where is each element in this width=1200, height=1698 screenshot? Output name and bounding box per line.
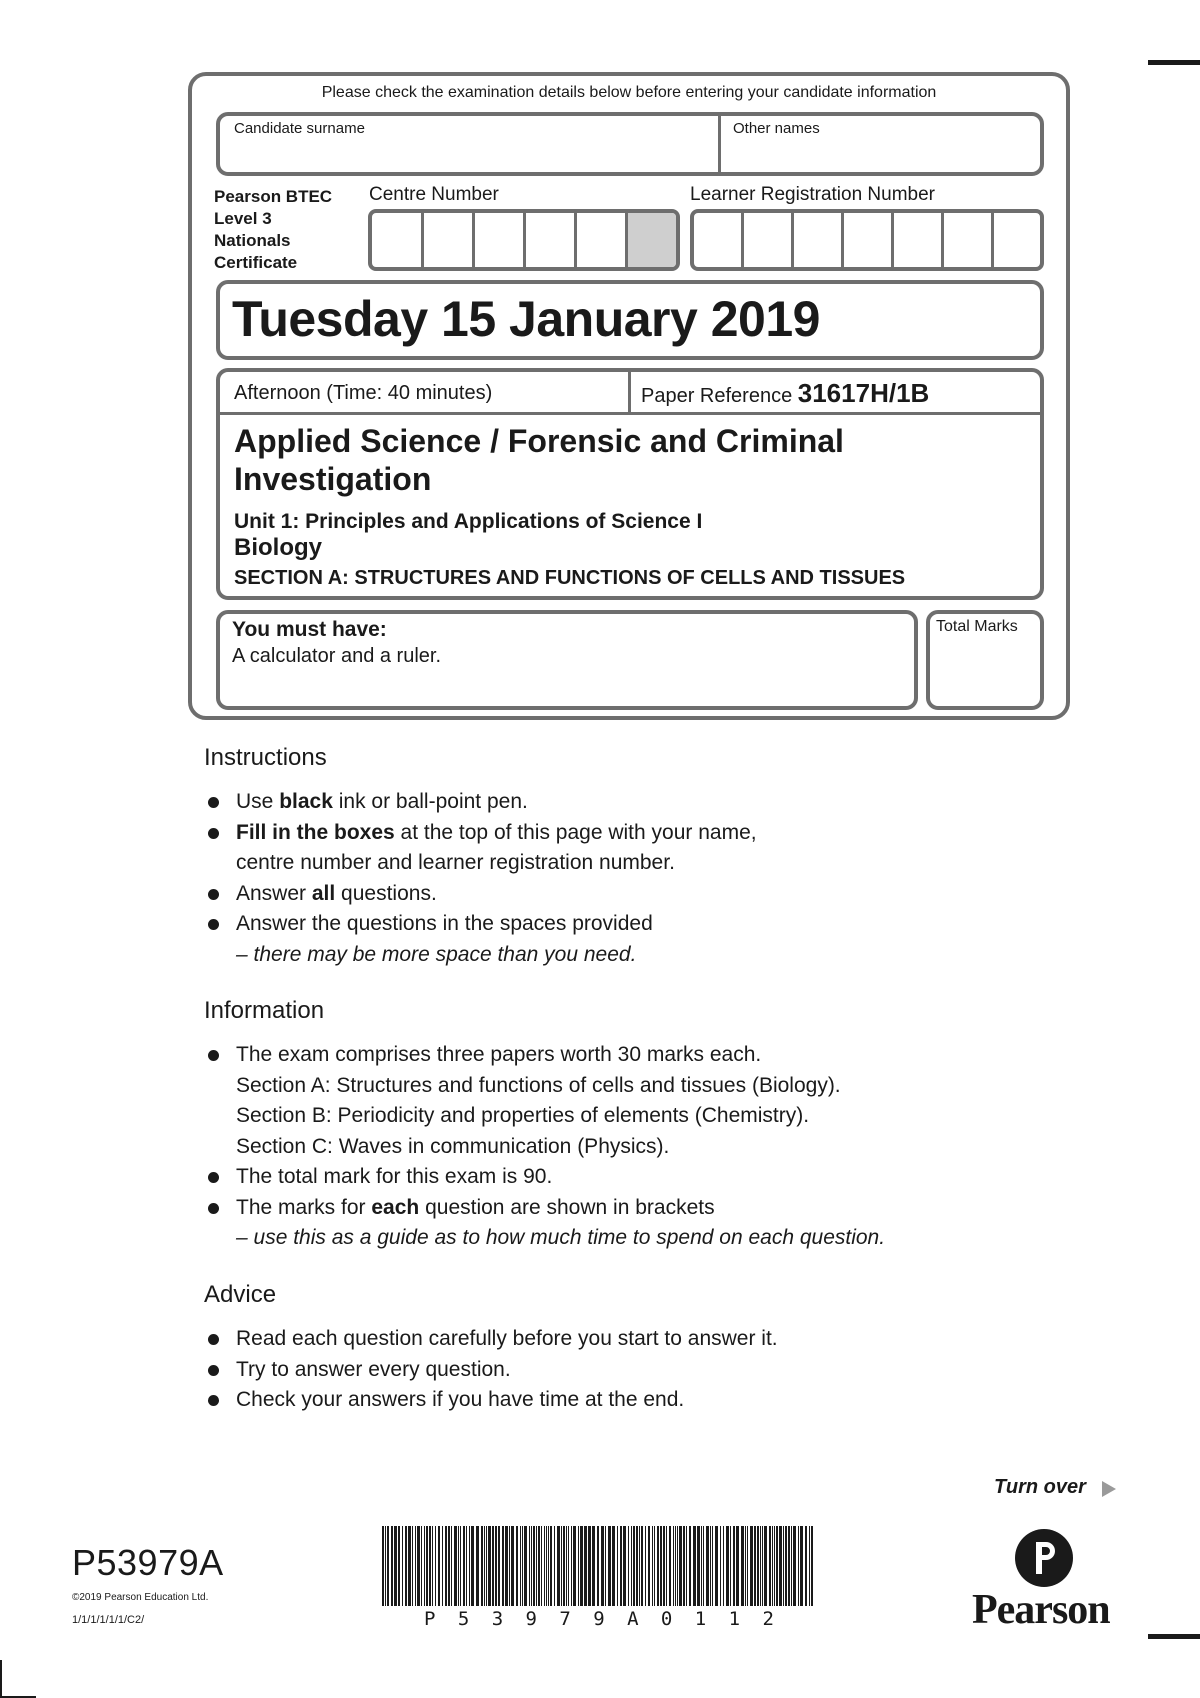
divider bbox=[628, 368, 631, 414]
barcode-bar bbox=[612, 1526, 615, 1606]
learner-reg-digit[interactable] bbox=[794, 213, 844, 267]
barcode-bar bbox=[720, 1526, 721, 1606]
crop-mark bbox=[1148, 60, 1200, 65]
learner-reg-digit[interactable] bbox=[894, 213, 944, 267]
item-continuation bbox=[206, 1223, 1106, 1254]
barcode-digit: P bbox=[424, 1608, 436, 1630]
learner-registration-label: Learner Registration Number bbox=[690, 184, 936, 205]
qualification-line: Nationals bbox=[214, 231, 291, 250]
barcode-bar bbox=[686, 1526, 687, 1606]
barcode-bar bbox=[623, 1526, 626, 1606]
barcode-bar bbox=[733, 1526, 735, 1606]
item-text: question are shown in brackets bbox=[419, 1195, 715, 1219]
barcode-bar bbox=[538, 1526, 540, 1606]
barcode-bar bbox=[697, 1526, 700, 1606]
item-text: Use bbox=[236, 790, 280, 813]
learner-reg-digit[interactable] bbox=[994, 213, 1040, 267]
unit-title: Unit 1: Principles and Applications of Science I bbox=[234, 510, 703, 533]
centre-number-label: Centre Number bbox=[369, 184, 499, 205]
item-note: – use this as a guide as to how much time to spend on each question. bbox=[236, 1226, 886, 1249]
subject-title: Applied Science / Forensic and Criminal Investigation bbox=[234, 423, 844, 497]
barcode-bar bbox=[633, 1526, 635, 1606]
barcode-bar bbox=[597, 1526, 599, 1606]
barcode-bar bbox=[536, 1526, 537, 1606]
item-emphasis: black bbox=[279, 790, 333, 813]
barcode-bar bbox=[715, 1526, 718, 1606]
barcode-digits bbox=[382, 1608, 816, 1630]
barcode-bar bbox=[531, 1526, 532, 1606]
advice-heading: Advice bbox=[204, 1281, 277, 1308]
barcode-bar bbox=[723, 1526, 724, 1606]
barcode-bar bbox=[421, 1526, 422, 1606]
section-title: SECTION A: STRUCTURES AND FUNCTIONS OF CELLS AND TISSUES bbox=[234, 567, 906, 589]
item-text: Try to answer every question. bbox=[236, 1357, 511, 1381]
barcode-bar bbox=[791, 1526, 792, 1606]
list-item bbox=[206, 909, 1106, 940]
barcode-bar bbox=[764, 1526, 767, 1606]
barcode-bar bbox=[571, 1526, 572, 1606]
barcode-bar bbox=[631, 1526, 632, 1606]
barcode-bar bbox=[385, 1526, 386, 1606]
barcode-bar bbox=[757, 1526, 759, 1606]
barcode-bar bbox=[679, 1526, 682, 1606]
barcode-bar bbox=[785, 1526, 787, 1606]
barcode-bar bbox=[617, 1526, 618, 1606]
barcode-bar bbox=[524, 1526, 527, 1606]
paper-reference-code: 31617H/1B bbox=[797, 378, 930, 408]
barcode-bar bbox=[636, 1526, 638, 1606]
centre-number-digit[interactable] bbox=[526, 213, 577, 267]
barcode-bar bbox=[760, 1526, 761, 1606]
barcode-bar bbox=[550, 1526, 552, 1606]
barcode-bar bbox=[394, 1526, 397, 1606]
bullet-icon bbox=[208, 797, 219, 808]
barcode-bar bbox=[660, 1526, 662, 1606]
item-text: questions. bbox=[335, 881, 437, 905]
barcode-bar bbox=[663, 1526, 665, 1606]
bullet-icon bbox=[208, 1365, 219, 1376]
subject-name: Biology bbox=[234, 534, 322, 561]
barcode-bar bbox=[750, 1526, 753, 1606]
item-text: The exam comprises three papers worth 30 marks each. bbox=[236, 1043, 762, 1066]
item-continuation: Section A: Structures and functions of cells and tissues (Biology). bbox=[236, 1073, 841, 1097]
barcode-bar bbox=[769, 1526, 771, 1606]
barcode-bar bbox=[511, 1526, 514, 1606]
barcode-bar bbox=[584, 1526, 587, 1606]
bullet-icon bbox=[208, 1395, 219, 1406]
barcode-bar bbox=[533, 1526, 535, 1606]
barcode-digit: 9 bbox=[593, 1608, 605, 1630]
bullet-icon bbox=[208, 1203, 219, 1214]
barcode-bar bbox=[402, 1526, 403, 1606]
item-text: Read each question carefully before you start to answer it. bbox=[236, 1327, 778, 1350]
information-list bbox=[206, 1040, 1106, 1254]
bullet-icon bbox=[208, 1334, 219, 1345]
copyright: ©2019 Pearson Education Ltd. bbox=[72, 1592, 209, 1603]
item-continuation bbox=[206, 940, 1106, 971]
barcode-bar bbox=[747, 1526, 748, 1606]
barcode-bar bbox=[645, 1526, 646, 1606]
check-notice: Please check the examination details below before entering your candidate information bbox=[321, 84, 937, 101]
barcode-bar bbox=[800, 1526, 803, 1606]
barcode-bar bbox=[706, 1526, 709, 1606]
barcode-bar bbox=[476, 1526, 479, 1606]
barcode-bar bbox=[484, 1526, 485, 1606]
barcode-bar bbox=[509, 1526, 510, 1606]
barcode-bar bbox=[417, 1526, 420, 1606]
centre-number-digit-shaded bbox=[628, 213, 676, 267]
barcode-bar bbox=[424, 1526, 425, 1606]
barcode-bar bbox=[541, 1526, 542, 1606]
barcode-bar bbox=[673, 1526, 674, 1606]
barcode-bar bbox=[495, 1526, 497, 1606]
item-text: ink or ball-point pen. bbox=[332, 790, 528, 813]
barcode-bar bbox=[502, 1526, 504, 1606]
barcode-bar bbox=[516, 1526, 518, 1606]
barcode-bar bbox=[466, 1526, 467, 1606]
list-item bbox=[206, 1324, 1106, 1355]
learner-registration-field[interactable] bbox=[690, 209, 1044, 271]
barcode-bar bbox=[454, 1526, 457, 1606]
pearson-wordmark: Pearson bbox=[972, 1587, 1110, 1633]
barcode-bar bbox=[628, 1526, 629, 1606]
item-text: The total mark for this exam is 90. bbox=[236, 1165, 553, 1188]
barcode-bar bbox=[561, 1526, 562, 1606]
barcode-bar bbox=[486, 1526, 487, 1606]
barcode-bar bbox=[710, 1526, 711, 1606]
bullet-icon bbox=[208, 1172, 219, 1183]
item-emphasis: Fill in the boxes bbox=[236, 820, 395, 844]
barcode-bar bbox=[578, 1526, 579, 1606]
barcode-bar bbox=[460, 1526, 461, 1606]
barcode-bar bbox=[387, 1526, 389, 1606]
item-continuation: Section B: Periodicity and properties of elements (Chemistry). bbox=[236, 1104, 810, 1127]
must-have-body: A calculator and a ruler. bbox=[232, 645, 442, 667]
list-item bbox=[206, 1040, 1106, 1071]
barcode-bar bbox=[666, 1526, 667, 1606]
barcode-bar bbox=[451, 1526, 452, 1606]
list-item bbox=[206, 879, 1106, 910]
barcode-bar bbox=[488, 1526, 491, 1606]
barcode-bar bbox=[703, 1526, 704, 1606]
barcode-bar bbox=[675, 1526, 676, 1606]
barcode-bar bbox=[391, 1526, 393, 1606]
crop-mark bbox=[1148, 1634, 1200, 1639]
qualification-line: Level 3 bbox=[214, 209, 272, 228]
barcode-bar bbox=[435, 1526, 436, 1606]
barcode-bar bbox=[463, 1526, 465, 1606]
barcode-bar bbox=[683, 1526, 685, 1606]
item-continuation: Section C: Waves in communication (Physics). bbox=[236, 1134, 670, 1158]
barcode-bar bbox=[522, 1526, 523, 1606]
qualification-line: Certificate bbox=[214, 253, 298, 272]
barcode-bar bbox=[641, 1526, 643, 1606]
barcode-bar bbox=[811, 1526, 813, 1606]
barcode-bar bbox=[529, 1526, 530, 1606]
barcode-bar bbox=[772, 1526, 773, 1606]
paper-reference bbox=[641, 378, 929, 409]
bullet-icon bbox=[208, 1050, 219, 1061]
barcode-bar bbox=[580, 1526, 583, 1606]
barcode-bar bbox=[429, 1526, 431, 1606]
barcode-bar bbox=[701, 1526, 702, 1606]
barcode-bar bbox=[445, 1526, 447, 1606]
list-item bbox=[206, 787, 1106, 818]
barcode-digit: 5 bbox=[457, 1608, 470, 1630]
pearson-logo-icon bbox=[1012, 1528, 1076, 1588]
divider bbox=[718, 112, 721, 176]
information-heading: Information bbox=[204, 997, 325, 1024]
item-note: – there may be more space than you need. bbox=[236, 942, 637, 966]
item-text: Check your answers if you have time at the end. bbox=[236, 1388, 685, 1411]
barcode-bar bbox=[442, 1526, 443, 1606]
surname-label: Candidate surname bbox=[234, 120, 365, 137]
barcode-bar bbox=[492, 1526, 494, 1606]
barcode-bar bbox=[448, 1526, 450, 1606]
barcode-bar bbox=[498, 1526, 500, 1606]
total-marks-label: Total Marks bbox=[936, 618, 1018, 635]
barcode-bar bbox=[689, 1526, 691, 1606]
barcode-bar bbox=[798, 1526, 799, 1606]
barcode-icon bbox=[382, 1526, 816, 1608]
barcode-bar bbox=[568, 1526, 569, 1606]
barcode-bar bbox=[774, 1526, 775, 1606]
barcode-bar bbox=[809, 1526, 810, 1606]
barcode-bar bbox=[601, 1526, 604, 1606]
exam-session: Afternoon (Time: 40 minutes) bbox=[234, 382, 493, 404]
barcode-bar bbox=[588, 1526, 591, 1606]
turn-over-label: Turn over bbox=[994, 1476, 1086, 1498]
bullet-icon bbox=[208, 828, 219, 839]
barcode-digit: 0 bbox=[660, 1608, 673, 1630]
barcode-bar bbox=[657, 1526, 659, 1606]
barcode-bar bbox=[544, 1526, 545, 1606]
barcode-bar bbox=[805, 1526, 807, 1606]
paper-code: P53979A bbox=[72, 1542, 224, 1583]
barcode-bar bbox=[754, 1526, 756, 1606]
barcode-bar bbox=[546, 1526, 547, 1606]
instructions-heading: Instructions bbox=[204, 744, 327, 771]
barcode-bar bbox=[712, 1526, 713, 1606]
barcode-bar bbox=[548, 1526, 549, 1606]
sequence-code: 1/1/1/1/1/1/C2/ bbox=[72, 1614, 145, 1626]
item-text: The marks for bbox=[236, 1195, 372, 1219]
barcode-bar bbox=[563, 1526, 565, 1606]
barcode-digit: 2 bbox=[762, 1608, 774, 1630]
learner-reg-digit[interactable] bbox=[744, 213, 794, 267]
exam-date: Tuesday 15 January 2019 bbox=[232, 291, 820, 347]
bullet-icon bbox=[208, 919, 219, 930]
instructions-list bbox=[206, 787, 1106, 970]
barcode-digit: 3 bbox=[491, 1608, 504, 1630]
barcode-bar bbox=[726, 1526, 729, 1606]
barcode-bar bbox=[505, 1526, 508, 1606]
barcode-bar bbox=[554, 1526, 555, 1606]
item-text: Answer bbox=[236, 881, 312, 905]
centre-number-digit[interactable] bbox=[372, 213, 424, 267]
barcode-bar bbox=[745, 1526, 746, 1606]
centre-number-field[interactable] bbox=[368, 209, 680, 271]
barcode-bar bbox=[412, 1526, 413, 1606]
learner-reg-digit[interactable] bbox=[944, 213, 994, 267]
advice-list bbox=[206, 1324, 1106, 1416]
barcode-digit: A bbox=[627, 1608, 639, 1630]
barcode-bar bbox=[458, 1526, 459, 1606]
barcode-bar bbox=[405, 1526, 407, 1606]
barcode-bar bbox=[415, 1526, 416, 1606]
barcode-digit: 1 bbox=[728, 1608, 741, 1630]
barcode-bar bbox=[762, 1526, 763, 1606]
barcode-bar bbox=[592, 1526, 595, 1606]
item-continuation: centre number and learner registration number. bbox=[236, 851, 675, 874]
centre-number-digit[interactable] bbox=[424, 213, 475, 267]
barcode-bar bbox=[557, 1526, 560, 1606]
barcode-bar bbox=[776, 1526, 778, 1606]
barcode-bar bbox=[620, 1526, 622, 1606]
barcode-bar bbox=[788, 1526, 790, 1606]
barcode-digit: 1 bbox=[694, 1608, 707, 1630]
barcode-bar bbox=[648, 1526, 650, 1606]
barcode-bar bbox=[398, 1526, 400, 1606]
barcode-bar bbox=[654, 1526, 655, 1606]
barcode-bar bbox=[469, 1526, 470, 1606]
barcode-bar bbox=[481, 1526, 483, 1606]
qualification-line: Pearson BTEC bbox=[214, 187, 333, 206]
barcode-bar bbox=[730, 1526, 731, 1606]
barcode-bar bbox=[426, 1526, 428, 1606]
list-item bbox=[206, 1355, 1106, 1386]
barcode-bar bbox=[605, 1526, 606, 1606]
barcode-bar bbox=[608, 1526, 611, 1606]
barcode-bar bbox=[408, 1526, 411, 1606]
centre-number-digit[interactable] bbox=[577, 213, 628, 267]
barcode-bar bbox=[471, 1526, 474, 1606]
paper-reference-label: Paper Reference bbox=[641, 385, 793, 407]
list-item bbox=[206, 1162, 1106, 1193]
barcode-bar bbox=[432, 1526, 433, 1606]
must-have-title: You must have: bbox=[232, 618, 387, 641]
bullet-icon bbox=[208, 889, 219, 900]
barcode-bar bbox=[693, 1526, 696, 1606]
barcode-bar bbox=[677, 1526, 678, 1606]
item-text: Answer the questions in the spaces provided bbox=[236, 912, 653, 935]
barcode-bar bbox=[783, 1526, 784, 1606]
barcode-bar bbox=[736, 1526, 739, 1606]
learner-reg-digit[interactable] bbox=[694, 213, 744, 267]
list-item bbox=[206, 1385, 1106, 1416]
item-text: at the top of this page with your name, bbox=[394, 820, 757, 844]
list-item bbox=[206, 818, 1106, 849]
arrow-right-icon bbox=[1102, 1481, 1116, 1497]
list-item bbox=[206, 1193, 1106, 1224]
barcode-bar bbox=[566, 1526, 567, 1606]
item-emphasis: each bbox=[371, 1195, 420, 1219]
learner-reg-digit[interactable] bbox=[844, 213, 894, 267]
barcode-bar bbox=[793, 1526, 796, 1606]
item-emphasis: all bbox=[311, 881, 336, 905]
barcode-digit: 9 bbox=[525, 1608, 537, 1630]
barcode-bar bbox=[741, 1526, 744, 1606]
barcode-bar bbox=[382, 1526, 384, 1606]
crop-mark bbox=[0, 1660, 2, 1698]
barcode-bar bbox=[639, 1526, 640, 1606]
other-names-label: Other names bbox=[733, 120, 820, 137]
barcode-bar bbox=[438, 1526, 440, 1606]
centre-number-digit[interactable] bbox=[475, 213, 526, 267]
barcode-bar bbox=[669, 1526, 671, 1606]
barcode-bar bbox=[779, 1526, 782, 1606]
barcode-bar bbox=[520, 1526, 521, 1606]
barcode-digit: 7 bbox=[559, 1608, 571, 1630]
barcode-bar bbox=[652, 1526, 653, 1606]
qualification-label bbox=[214, 186, 332, 274]
barcode-bar bbox=[573, 1526, 576, 1606]
